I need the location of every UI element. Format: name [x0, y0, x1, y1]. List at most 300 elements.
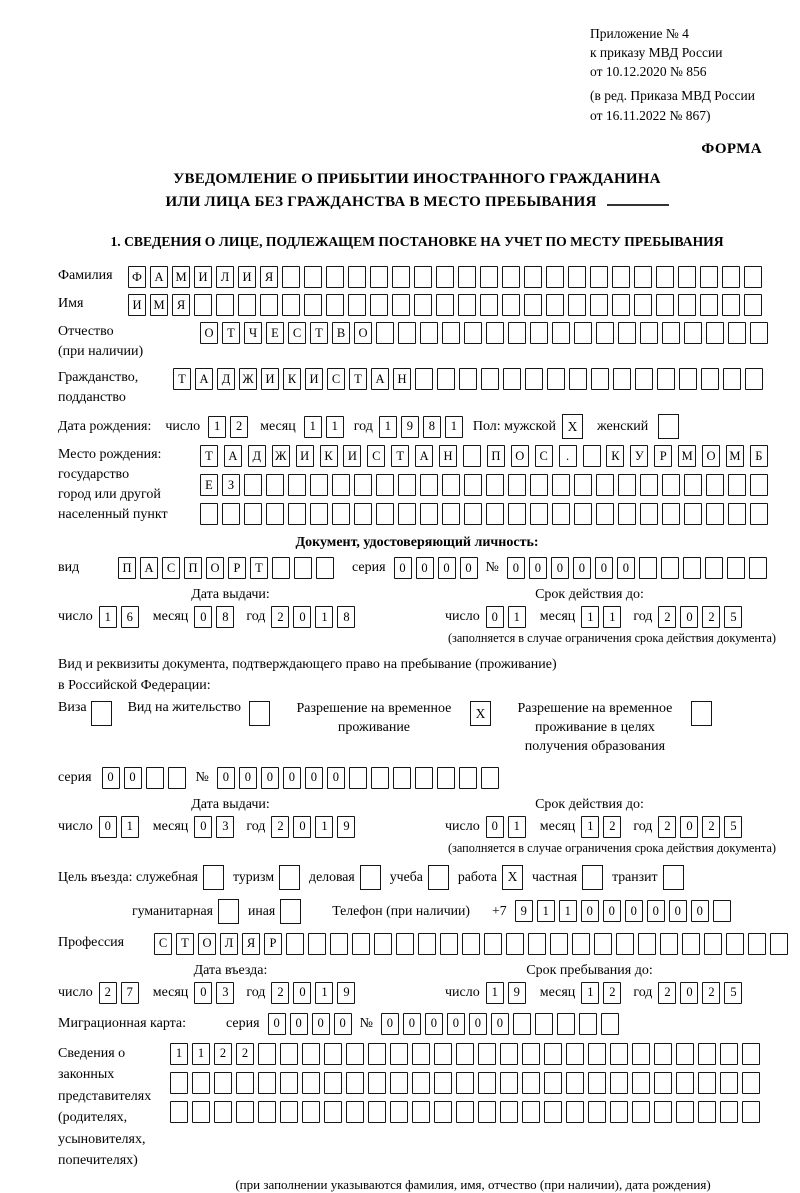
char-cell[interactable]: 0 [438, 557, 456, 579]
char-cell[interactable] [770, 933, 788, 955]
char-cell[interactable] [601, 1013, 619, 1035]
char-cell[interactable] [390, 1072, 408, 1094]
char-cell[interactable] [354, 503, 372, 525]
char-cell[interactable] [459, 368, 477, 390]
char-cell[interactable]: 6 [121, 606, 139, 628]
char-cell[interactable] [654, 1043, 672, 1065]
char-cell[interactable]: 0 [617, 557, 635, 579]
char-cell[interactable]: 2 [658, 606, 676, 628]
char-cell[interactable] [412, 1101, 430, 1123]
char-cell[interactable] [616, 933, 634, 955]
char-cell[interactable] [392, 294, 410, 316]
char-cell[interactable] [463, 445, 481, 467]
char-cell[interactable] [546, 294, 564, 316]
char-cell[interactable]: 0 [447, 1013, 465, 1035]
char-cell[interactable]: 0 [217, 767, 235, 789]
char-cell[interactable] [684, 322, 702, 344]
char-cell[interactable] [745, 368, 763, 390]
char-cell[interactable] [368, 1072, 386, 1094]
char-cell[interactable] [742, 1043, 760, 1065]
char-cell[interactable]: 0 [283, 767, 301, 789]
char-cell[interactable] [459, 767, 477, 789]
char-cell[interactable] [748, 933, 766, 955]
purpose-business-checkbox[interactable] [360, 865, 381, 890]
char-cell[interactable]: 9 [515, 900, 533, 922]
char-cell[interactable] [414, 294, 432, 316]
char-cell[interactable]: 0 [99, 816, 117, 838]
char-cell[interactable]: 0 [334, 1013, 352, 1035]
char-cell[interactable]: 1 [559, 900, 577, 922]
char-cell[interactable] [440, 933, 458, 955]
char-cell[interactable] [612, 294, 630, 316]
char-cell[interactable]: А [195, 368, 213, 390]
char-cell[interactable] [464, 474, 482, 496]
char-cell[interactable] [415, 368, 433, 390]
char-cell[interactable]: Е [200, 474, 218, 496]
char-cell[interactable] [701, 368, 719, 390]
char-cell[interactable] [502, 294, 520, 316]
char-cell[interactable] [304, 294, 322, 316]
char-cell[interactable] [638, 933, 656, 955]
char-cell[interactable] [398, 503, 416, 525]
char-cell[interactable] [478, 1101, 496, 1123]
char-cell[interactable]: 0 [691, 900, 709, 922]
char-cell[interactable] [522, 1101, 540, 1123]
char-cell[interactable]: О [354, 322, 372, 344]
char-cell[interactable] [260, 294, 278, 316]
char-cell[interactable] [258, 1072, 276, 1094]
char-cell[interactable]: У [630, 445, 648, 467]
char-cell[interactable]: Я [260, 266, 278, 288]
char-cell[interactable] [550, 933, 568, 955]
char-cell[interactable] [574, 474, 592, 496]
char-cell[interactable] [676, 1101, 694, 1123]
char-cell[interactable] [506, 933, 524, 955]
char-cell[interactable] [706, 503, 724, 525]
char-cell[interactable] [640, 322, 658, 344]
char-cell[interactable] [302, 1043, 320, 1065]
char-cell[interactable]: 0 [529, 557, 547, 579]
char-cell[interactable] [656, 294, 674, 316]
char-cell[interactable] [522, 1043, 540, 1065]
char-cell[interactable] [398, 322, 416, 344]
char-cell[interactable]: 0 [381, 1013, 399, 1035]
char-cell[interactable] [594, 933, 612, 955]
char-cell[interactable] [657, 368, 675, 390]
char-cell[interactable] [547, 368, 565, 390]
char-cell[interactable] [610, 1072, 628, 1094]
purpose-transit-checkbox[interactable] [663, 865, 684, 890]
char-cell[interactable] [346, 1043, 364, 1065]
char-cell[interactable] [530, 322, 548, 344]
char-cell[interactable]: 1 [315, 816, 333, 838]
char-cell[interactable] [596, 503, 614, 525]
char-cell[interactable] [722, 294, 740, 316]
char-cell[interactable] [749, 557, 767, 579]
char-cell[interactable]: Ф [128, 266, 146, 288]
char-cell[interactable]: 2 [702, 982, 720, 1004]
char-cell[interactable] [222, 503, 240, 525]
char-cell[interactable] [282, 266, 300, 288]
char-cell[interactable]: 0 [647, 900, 665, 922]
char-cell[interactable] [566, 1043, 584, 1065]
char-cell[interactable]: С [327, 368, 345, 390]
char-cell[interactable]: 9 [337, 816, 355, 838]
char-cell[interactable] [728, 322, 746, 344]
char-cell[interactable] [420, 503, 438, 525]
char-cell[interactable] [442, 474, 460, 496]
char-cell[interactable] [286, 933, 304, 955]
char-cell[interactable] [192, 1072, 210, 1094]
char-cell[interactable] [480, 294, 498, 316]
char-cell[interactable] [566, 1072, 584, 1094]
char-cell[interactable] [200, 503, 218, 525]
char-cell[interactable]: Д [217, 368, 235, 390]
char-cell[interactable] [513, 1013, 531, 1035]
char-cell[interactable]: 2 [214, 1043, 232, 1065]
char-cell[interactable] [418, 933, 436, 955]
char-cell[interactable]: П [487, 445, 505, 467]
char-cell[interactable]: 0 [394, 557, 412, 579]
char-cell[interactable]: О [200, 322, 218, 344]
purpose-humanitarian-checkbox[interactable] [218, 899, 239, 924]
char-cell[interactable]: Ж [239, 368, 257, 390]
char-cell[interactable] [236, 1072, 254, 1094]
char-cell[interactable] [437, 368, 455, 390]
char-cell[interactable] [434, 1101, 452, 1123]
char-cell[interactable] [310, 503, 328, 525]
char-cell[interactable] [546, 266, 564, 288]
char-cell[interactable] [168, 767, 186, 789]
char-cell[interactable]: С [154, 933, 172, 955]
char-cell[interactable] [569, 368, 587, 390]
char-cell[interactable]: М [172, 266, 190, 288]
char-cell[interactable] [456, 1043, 474, 1065]
char-cell[interactable] [662, 322, 680, 344]
char-cell[interactable] [352, 933, 370, 955]
char-cell[interactable] [568, 294, 586, 316]
char-cell[interactable] [742, 1101, 760, 1123]
char-cell[interactable]: 8 [423, 416, 441, 438]
char-cell[interactable] [618, 503, 636, 525]
char-cell[interactable]: 0 [680, 606, 698, 628]
char-cell[interactable]: 0 [625, 900, 643, 922]
char-cell[interactable] [486, 474, 504, 496]
char-cell[interactable]: 3 [216, 816, 234, 838]
char-cell[interactable] [530, 474, 548, 496]
purpose-other-checkbox[interactable] [280, 899, 301, 924]
char-cell[interactable] [508, 322, 526, 344]
char-cell[interactable] [258, 1101, 276, 1123]
char-cell[interactable] [324, 1043, 342, 1065]
char-cell[interactable]: 1 [581, 982, 599, 1004]
char-cell[interactable] [640, 474, 658, 496]
char-cell[interactable] [326, 294, 344, 316]
char-cell[interactable] [370, 294, 388, 316]
char-cell[interactable] [346, 1072, 364, 1094]
char-cell[interactable]: 1 [486, 982, 504, 1004]
char-cell[interactable] [324, 1101, 342, 1123]
char-cell[interactable] [700, 294, 718, 316]
char-cell[interactable]: Ж [272, 445, 290, 467]
char-cell[interactable] [596, 474, 614, 496]
char-cell[interactable] [436, 266, 454, 288]
char-cell[interactable] [698, 1072, 716, 1094]
char-cell[interactable]: 5 [724, 816, 742, 838]
purpose-private-checkbox[interactable] [582, 865, 603, 890]
char-cell[interactable] [326, 266, 344, 288]
char-cell[interactable] [374, 933, 392, 955]
char-cell[interactable]: 2 [603, 816, 621, 838]
char-cell[interactable] [720, 1072, 738, 1094]
char-cell[interactable] [750, 503, 768, 525]
char-cell[interactable] [214, 1101, 232, 1123]
char-cell[interactable]: С [367, 445, 385, 467]
char-cell[interactable] [634, 294, 652, 316]
char-cell[interactable]: 1 [315, 982, 333, 1004]
char-cell[interactable]: Р [654, 445, 672, 467]
char-cell[interactable] [146, 767, 164, 789]
char-cell[interactable]: В [332, 322, 350, 344]
char-cell[interactable] [583, 445, 601, 467]
char-cell[interactable]: М [726, 445, 744, 467]
char-cell[interactable]: О [702, 445, 720, 467]
gender-male-checkbox[interactable]: X [562, 414, 583, 439]
char-cell[interactable]: 2 [99, 982, 117, 1004]
char-cell[interactable] [662, 474, 680, 496]
purpose-tourism-checkbox[interactable] [279, 865, 300, 890]
char-cell[interactable] [500, 1043, 518, 1065]
char-cell[interactable] [750, 322, 768, 344]
char-cell[interactable]: 1 [581, 606, 599, 628]
char-cell[interactable] [590, 266, 608, 288]
char-cell[interactable]: Т [310, 322, 328, 344]
char-cell[interactable]: Б [750, 445, 768, 467]
char-cell[interactable] [302, 1072, 320, 1094]
char-cell[interactable] [390, 1101, 408, 1123]
char-cell[interactable] [396, 933, 414, 955]
char-cell[interactable] [266, 474, 284, 496]
char-cell[interactable]: М [678, 445, 696, 467]
char-cell[interactable] [618, 322, 636, 344]
char-cell[interactable] [522, 1072, 540, 1094]
char-cell[interactable] [544, 1101, 562, 1123]
char-cell[interactable] [679, 368, 697, 390]
char-cell[interactable]: 0 [491, 1013, 509, 1035]
char-cell[interactable] [698, 1101, 716, 1123]
char-cell[interactable]: 0 [102, 767, 120, 789]
char-cell[interactable]: 1 [581, 816, 599, 838]
char-cell[interactable] [192, 1101, 210, 1123]
char-cell[interactable] [574, 503, 592, 525]
char-cell[interactable] [552, 474, 570, 496]
char-cell[interactable] [478, 1072, 496, 1094]
char-cell[interactable]: Т [250, 557, 268, 579]
char-cell[interactable] [634, 266, 652, 288]
char-cell[interactable] [280, 1072, 298, 1094]
char-cell[interactable] [420, 322, 438, 344]
char-cell[interactable]: 2 [271, 606, 289, 628]
char-cell[interactable]: И [296, 445, 314, 467]
char-cell[interactable]: Н [439, 445, 457, 467]
char-cell[interactable] [376, 322, 394, 344]
char-cell[interactable]: 2 [271, 982, 289, 1004]
char-cell[interactable] [610, 1101, 628, 1123]
char-cell[interactable] [308, 933, 326, 955]
char-cell[interactable]: . [559, 445, 577, 467]
char-cell[interactable]: 1 [304, 416, 322, 438]
char-cell[interactable] [294, 557, 312, 579]
char-cell[interactable] [392, 266, 410, 288]
char-cell[interactable] [456, 1072, 474, 1094]
char-cell[interactable] [170, 1101, 188, 1123]
char-cell[interactable] [368, 1101, 386, 1123]
char-cell[interactable]: 0 [261, 767, 279, 789]
char-cell[interactable] [722, 266, 740, 288]
char-cell[interactable] [302, 1101, 320, 1123]
char-cell[interactable] [310, 474, 328, 496]
char-cell[interactable] [456, 1101, 474, 1123]
char-cell[interactable] [591, 368, 609, 390]
char-cell[interactable]: 0 [293, 816, 311, 838]
char-cell[interactable] [398, 474, 416, 496]
char-cell[interactable]: З [222, 474, 240, 496]
char-cell[interactable] [654, 1101, 672, 1123]
char-cell[interactable]: К [606, 445, 624, 467]
char-cell[interactable]: 0 [327, 767, 345, 789]
char-cell[interactable]: 0 [293, 606, 311, 628]
char-cell[interactable] [214, 1072, 232, 1094]
char-cell[interactable] [678, 294, 696, 316]
char-cell[interactable] [720, 1043, 738, 1065]
char-cell[interactable]: И [194, 266, 212, 288]
char-cell[interactable] [332, 503, 350, 525]
char-cell[interactable] [588, 1043, 606, 1065]
char-cell[interactable]: К [320, 445, 338, 467]
char-cell[interactable]: 0 [551, 557, 569, 579]
visa-checkbox[interactable] [91, 701, 112, 726]
char-cell[interactable]: 0 [486, 606, 504, 628]
char-cell[interactable] [524, 266, 542, 288]
char-cell[interactable] [618, 474, 636, 496]
gender-female-checkbox[interactable] [658, 414, 679, 439]
char-cell[interactable]: Т [222, 322, 240, 344]
char-cell[interactable]: 0 [507, 557, 525, 579]
char-cell[interactable] [442, 322, 460, 344]
char-cell[interactable]: Е [266, 322, 284, 344]
char-cell[interactable]: 1 [208, 416, 226, 438]
char-cell[interactable]: 1 [99, 606, 117, 628]
char-cell[interactable]: И [343, 445, 361, 467]
char-cell[interactable]: М [150, 294, 168, 316]
char-cell[interactable]: 0 [595, 557, 613, 579]
char-cell[interactable] [705, 557, 723, 579]
char-cell[interactable]: 1 [508, 606, 526, 628]
char-cell[interactable]: 0 [293, 982, 311, 1004]
char-cell[interactable]: 2 [702, 606, 720, 628]
char-cell[interactable] [552, 322, 570, 344]
char-cell[interactable] [324, 1072, 342, 1094]
char-cell[interactable] [698, 1043, 716, 1065]
char-cell[interactable]: 0 [460, 557, 478, 579]
char-cell[interactable]: 1 [192, 1043, 210, 1065]
char-cell[interactable]: С [162, 557, 180, 579]
char-cell[interactable] [464, 322, 482, 344]
char-cell[interactable]: А [415, 445, 433, 467]
char-cell[interactable] [574, 322, 592, 344]
char-cell[interactable]: 0 [680, 816, 698, 838]
char-cell[interactable]: 1 [379, 416, 397, 438]
char-cell[interactable] [706, 322, 724, 344]
char-cell[interactable] [544, 1072, 562, 1094]
char-cell[interactable]: И [261, 368, 279, 390]
char-cell[interactable] [437, 767, 455, 789]
char-cell[interactable]: 0 [194, 606, 212, 628]
char-cell[interactable]: 2 [658, 982, 676, 1004]
char-cell[interactable]: Т [200, 445, 218, 467]
char-cell[interactable] [503, 368, 521, 390]
char-cell[interactable] [434, 1072, 452, 1094]
char-cell[interactable] [723, 368, 741, 390]
char-cell[interactable]: 1 [315, 606, 333, 628]
char-cell[interactable] [682, 933, 700, 955]
char-cell[interactable] [500, 1101, 518, 1123]
char-cell[interactable]: 2 [230, 416, 248, 438]
char-cell[interactable] [508, 503, 526, 525]
char-cell[interactable] [266, 503, 284, 525]
char-cell[interactable] [478, 1043, 496, 1065]
char-cell[interactable] [656, 266, 674, 288]
char-cell[interactable]: 8 [337, 606, 355, 628]
char-cell[interactable]: 0 [194, 816, 212, 838]
char-cell[interactable] [486, 503, 504, 525]
char-cell[interactable]: 5 [724, 982, 742, 1004]
char-cell[interactable] [572, 933, 590, 955]
char-cell[interactable]: 1 [508, 816, 526, 838]
char-cell[interactable] [728, 474, 746, 496]
char-cell[interactable]: И [305, 368, 323, 390]
char-cell[interactable] [481, 767, 499, 789]
char-cell[interactable] [654, 1072, 672, 1094]
char-cell[interactable]: 0 [268, 1013, 286, 1035]
char-cell[interactable]: П [118, 557, 136, 579]
char-cell[interactable]: 1 [170, 1043, 188, 1065]
char-cell[interactable] [557, 1013, 575, 1035]
char-cell[interactable] [170, 1072, 188, 1094]
char-cell[interactable]: П [184, 557, 202, 579]
char-cell[interactable] [376, 503, 394, 525]
char-cell[interactable] [412, 1072, 430, 1094]
char-cell[interactable] [349, 767, 367, 789]
char-cell[interactable]: Н [393, 368, 411, 390]
char-cell[interactable] [660, 933, 678, 955]
char-cell[interactable]: А [224, 445, 242, 467]
char-cell[interactable] [393, 767, 411, 789]
char-cell[interactable]: Т [176, 933, 194, 955]
char-cell[interactable] [728, 503, 746, 525]
char-cell[interactable] [720, 1101, 738, 1123]
char-cell[interactable]: 2 [658, 816, 676, 838]
char-cell[interactable] [442, 503, 460, 525]
char-cell[interactable] [316, 557, 334, 579]
char-cell[interactable] [280, 1043, 298, 1065]
char-cell[interactable] [552, 503, 570, 525]
char-cell[interactable] [216, 294, 234, 316]
char-cell[interactable]: Д [248, 445, 266, 467]
char-cell[interactable]: 0 [124, 767, 142, 789]
char-cell[interactable] [525, 368, 543, 390]
char-cell[interactable]: 0 [312, 1013, 330, 1035]
